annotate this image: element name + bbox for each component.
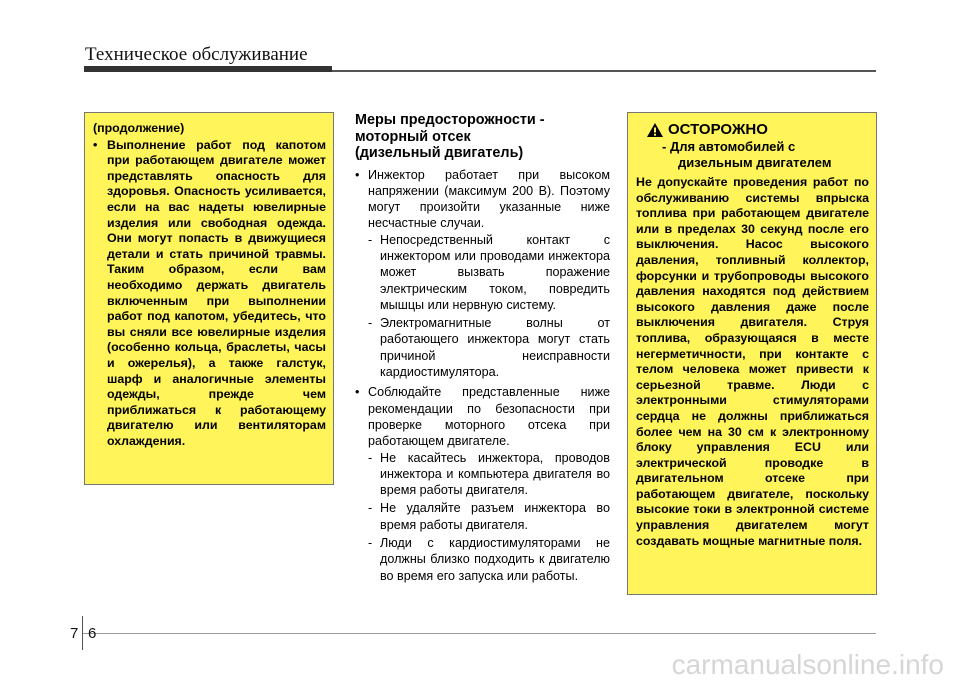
precautions-column	[355, 112, 610, 588]
precaution-bullet-text: Соблюдайте представленные ниже рекомендации по безопасности при проверке моторного отсека при работающем двигателе.	[368, 385, 610, 449]
dash-icon: -	[368, 501, 373, 516]
precaution-bullet	[355, 384, 610, 586]
precaution-sub-item	[368, 232, 610, 313]
header-bar	[84, 66, 332, 72]
dash-icon: -	[368, 536, 373, 551]
warning-triangle-icon	[646, 122, 664, 138]
continued-note-box	[84, 112, 334, 485]
precaution-sub-item	[368, 535, 610, 584]
note-bullet-text: Выполнение работ под капотом при работающем двигателе может представлять опасность для здоровья. Опасность усиливается, если на вас надеты ювелирные изделия или свободная одежда. Они могут попасть в движущиеся детали и стать причиной травмы. Таким образом, если вам необходимо держать двигатель включенным при выполнении работ под капотом, убедитесь, что вы сняли все ювелирные изделия (особенно кольца, браслеты, часы и ожерелья), а также галстук, шарф и аналогичные элементы одежды, прежде чем приближаться к работающему двигателю или вентиляторам охлаждения.	[107, 137, 326, 448]
warning-header	[646, 121, 869, 138]
precaution-sub-text: Не касайтесь инжектора, проводов инжектора и компьютера двигателя во время работы двигателя.	[380, 450, 610, 498]
section-title: Техническое обслуживание	[85, 44, 308, 65]
precaution-sub-item	[368, 500, 610, 533]
bullet-dot-icon: •	[355, 385, 360, 400]
note-bullet	[93, 138, 326, 450]
page-number-page: 6	[88, 625, 97, 642]
footer-rule	[82, 633, 876, 634]
page-number-separator	[82, 616, 83, 650]
warning-body: Не допускайте проведения работ по обслуживанию системы впрыска топлива при работающем двигателе или в пределах 30 секунд после его выключения. Насос высокого давления, топливный коллектор, форсунки и трубопроводы высокого давления находятся под действием высокого давления даже после выключения двигателя. Струя топлива, образующаяся в месте негерметичности, при контакте с телом человека может привести к серьезной травме. Люди с электронными стимуляторами сердца не должны приближаться более чем на 30 см к электронному блоку управления ECU или электрической проводке в двигательном отсеке при работающем двигателе, поскольку высокие токи в электронной системе управления двигателем могут создавать мощные магнитные поля.	[636, 175, 869, 548]
warning-subtitle-line: - Для автомобилей с	[662, 139, 796, 154]
precaution-sub-text: Непосредственный контакт с инжектором или проводами инжектора может вызвать поражение электрическим током, повредить мышцы или нервную систему.	[380, 232, 610, 312]
precaution-sub-item	[368, 450, 610, 499]
precaution-sub-item	[368, 315, 610, 380]
precautions-heading	[355, 112, 610, 162]
bullet-dot-icon: •	[93, 137, 98, 152]
dash-icon: -	[368, 450, 373, 465]
precaution-sub-text: Не удаляйте разъем инжектора во время работы двигателя.	[380, 501, 610, 532]
heading-line: (дизельный двигатель)	[355, 145, 524, 161]
heading-line: моторный отсек	[355, 128, 471, 145]
heading-line: Меры предосторожности -	[355, 112, 545, 128]
header-rule	[332, 70, 876, 72]
continued-label: (продолжение)	[93, 121, 185, 135]
precaution-sub-text: Люди с кардиостимуляторами не должны близко подходить к двигателю во время его запуска или работы.	[380, 536, 610, 583]
precaution-bullet-text: Инжектор работает при высоком напряжении (максимум 200 В). Поэтому могут произойти указанные ниже несчастные случаи.	[368, 167, 610, 231]
warning-subtitle-line: дизельным двигателем	[678, 155, 832, 170]
warning-label: ОСТОРОЖНО	[668, 121, 768, 138]
precaution-sub-text: Электромагнитные волны от работающего инжектора могут стать причиной неисправности кардиостимулятора.	[380, 316, 610, 380]
precaution-bullet	[355, 167, 610, 383]
dash-icon: -	[368, 316, 373, 331]
bullet-dot-icon: •	[355, 167, 360, 182]
warning-subtitle	[636, 139, 869, 171]
watermark-text: carmanualsonline.info	[671, 649, 944, 680]
dash-icon: -	[368, 232, 373, 247]
warning-box	[627, 112, 877, 595]
page-number-chapter: 7	[70, 625, 79, 642]
